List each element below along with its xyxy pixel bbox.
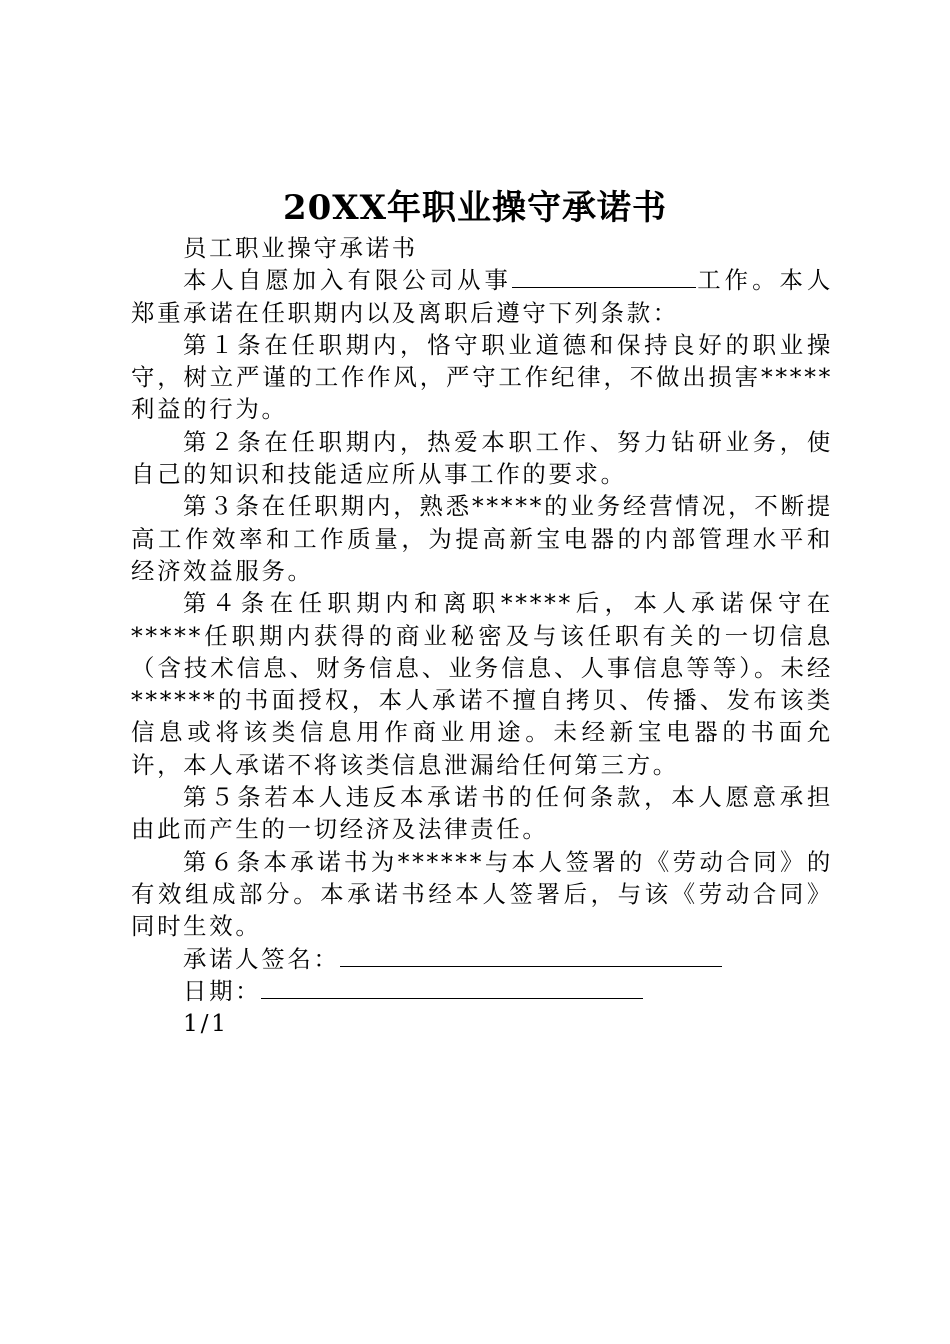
date-line [131,975,833,1007]
signature-blank-line [340,948,722,967]
date-label: 日期： [183,976,262,1005]
clause-4: 第４条在任职期内和离职*****后，本人承诺保守在*****任职期内获得的商业秘密及与该任职有关的一切信息（含技术信息、财务信息、业务信息、人事信息等等）。未经******的书面授权，本人承诺不擅自拷贝、传播、发布该类信息或将该类信息用作商业用途。未经新宝电器的书面允许，本人承诺不将该类信息泄漏给任何第三方。 [131,589,833,779]
intro-paragraph [131,264,833,329]
document-title: 20XX年职业操守承诺书 [282,188,668,228]
date-blank-line [261,980,643,999]
document-body [131,232,833,1039]
clause-1: 第１条在任职期内，恪守职业道德和保持良好的职业操守，树立严谨的工作作风，严守工作纪律，不做出损害*****利益的行为。 [131,330,833,424]
clause-2: 第２条在任职期内，热爱本职工作、努力钻研业务，使自己的知识和技能适应所从事工作的要求。 [131,427,833,489]
intro-text-after: 工作。本人郑重承诺在任职期内以及离职后遵守下列条款： [131,266,833,327]
signature-line [131,943,833,975]
job-blank-line [512,269,696,288]
clause-6: 第６条本承诺书为******与本人签署的《劳动合同》的有效组成部分。本承诺书经本人签署后，与该《劳动合同》同时生效。 [131,847,833,941]
clause-3: 第３条在任职期内，熟悉*****的业务经营情况，不断提高工作效率和工作质量，为提高新宝电器的内部管理水平和经济效益服务。 [131,492,833,585]
page-number: 1/1 [183,1009,229,1038]
clause-5: 第５条若本人违反本承诺书的任何条款，本人愿意承担由此而产生的一切经济及法律责任。 [131,783,833,844]
intro-text-before: 本人自愿加入有限公司从事 [183,266,512,295]
signature-label: 承诺人签名： [183,944,340,973]
document-subtitle: 员工职业操守承诺书 [183,234,418,262]
